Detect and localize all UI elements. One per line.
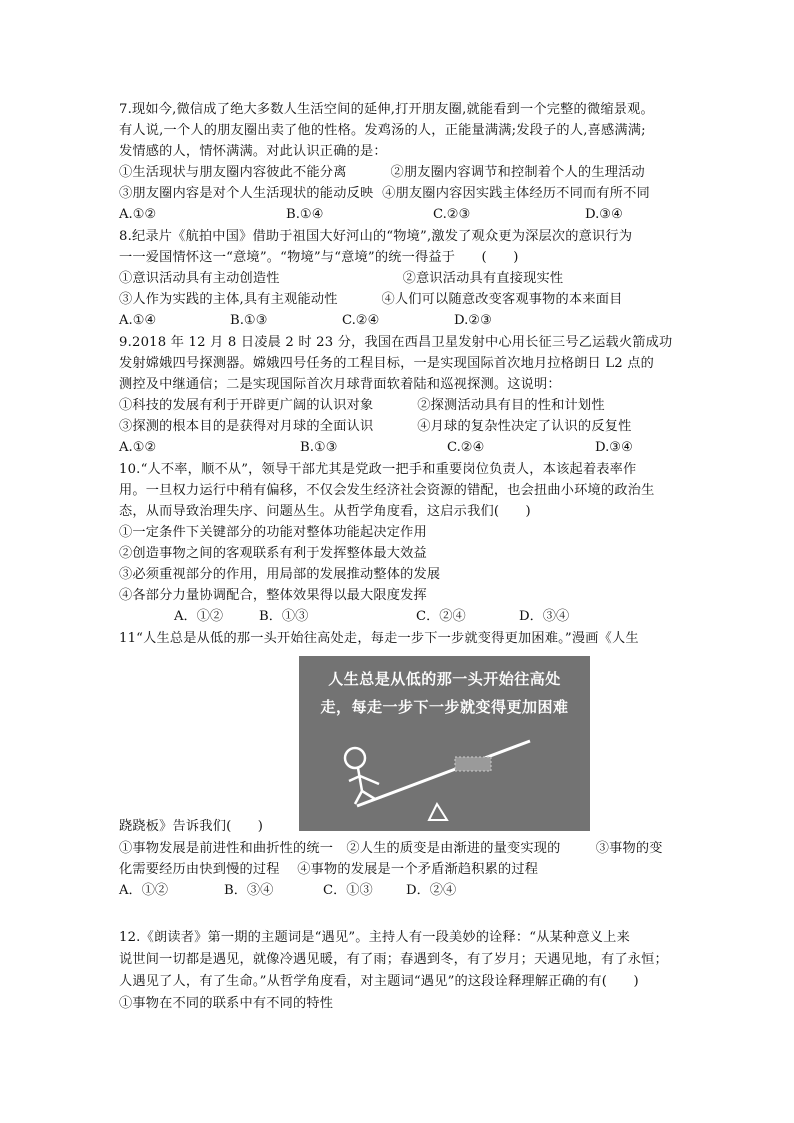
question-8-statement-line-2: ③人作为实践的主体,具有主观能动性 ④人们可以随意改变客观事物的本来面目: [119, 292, 623, 307]
question-8-option-b: B.①③: [230, 313, 268, 328]
question-11-option-c: C．①③: [323, 883, 373, 898]
question-11-option-a: A．①②: [119, 883, 169, 898]
question-9-option-c: C.②④: [447, 440, 485, 455]
question-7-option-b: B.①④: [286, 207, 324, 222]
question-8-option-d: D.②③: [454, 313, 492, 328]
question-10-option-d: D．③④: [519, 609, 570, 624]
question-9-stem-line-1: 9.2018 年 12 月 8 日凌晨 2 时 23 分，我国在西昌卫星发射中心用长征三号乙运载火箭成功: [119, 335, 673, 350]
seesaw-plank: [357, 741, 530, 806]
question-7-option-d: D.③④: [585, 207, 623, 222]
question-12-statement-1: ①事物在不同的联系中有不同的特性: [119, 996, 334, 1011]
question-9-option-a: A.①②: [119, 440, 157, 455]
question-10-option-c: C．②④: [416, 609, 466, 624]
question-11-option-b: B．③④: [224, 883, 274, 898]
question-7-stem-line-2: 有人说,一个人的朋友圈出卖了他的性格。发鸡汤的人，正能量满满;发段子的人,喜感满满;: [119, 123, 646, 138]
question-12-stem-line-2: 说世间一切都是遇见，就像冷遇见暖，有了雨；春遇到冬，有了岁月；天遇见地，有了永恒；: [119, 952, 668, 967]
question-8-stem-line-2: 一一爱国情怀这一“意境”。“物境”与“意境”的统一得益于 ( ): [119, 250, 519, 265]
cartoon-caption-line-2: 走，每走一步下一步就变得更加困难: [320, 698, 569, 716]
question-7-statement-line-1: ①生活现状与朋友圈内容彼此不能分离 ②朋友圈内容调节和控制着个人的生理活动: [119, 165, 645, 180]
seesaw-drawing: [299, 656, 590, 831]
question-10-statement-4: ④各部分力量协调配合，整体效果得以最大限度发挥: [119, 588, 427, 603]
question-10-option-b: B．①③: [259, 609, 309, 624]
question-8-option-c: C.②④: [342, 313, 380, 328]
question-7-statement-line-2: ③朋友圈内容是对个人生活现状的能动反映 ④朋友圈内容因实践主体经历不同而有所不同: [119, 186, 650, 201]
question-11-statement-line-1: ①事物发展是前进性和曲折性的统一 ②人生的质变是由渐进的量变实现的 ③事物的变: [119, 841, 663, 856]
question-9-stem-line-3: 测控及中继通信；二是实现国际首次月球背面软着陆和巡视探测。这说明：: [119, 377, 561, 392]
question-10-statement-2: ②创造事物之间的客观联系有利于发挥整体最大效益: [119, 546, 427, 561]
question-11-stem-line-1: 11“人生总是从低的那一头开始往高处走，每走一步下一步就变得更加困难。”漫画《人生: [119, 631, 639, 646]
question-9-statement-line-1: ①科技的发展有利于开辟更广阔的认识对象 ②探测活动具有目的性和计划性: [119, 398, 605, 413]
question-11-stem-line-2: 跷跷板》告诉我们( ): [119, 819, 264, 834]
question-7-stem-line-3: 发情感的人，情怀满满。对此认识正确的是：: [119, 144, 387, 159]
question-10-statement-1: ①一定条件下关键部分的功能对整体功能起决定作用: [119, 525, 427, 540]
question-7-stem-line-1: 7.现如今,微信成了绝大多数人生活空间的延伸,打开朋友圈,就能看到一个完整的微缩景观。: [119, 102, 654, 117]
question-9-option-d: D.③④: [595, 440, 633, 455]
question-9-statement-line-2: ③探测的根本目的是获得对月球的全面认识 ④月球的复杂性决定了认识的反复性: [119, 419, 632, 434]
question-7-option-a: A.①②: [119, 207, 157, 222]
question-8-statement-line-1: ①意识活动具有主动创造性 ②意识活动具有直接现实性: [119, 271, 564, 286]
stick-figure-icon: [345, 748, 379, 804]
question-11-option-d: D．②④: [406, 883, 457, 898]
cartoon-caption-line-1: 人生总是从低的那一头开始往高处: [328, 670, 561, 688]
seesaw-block: [455, 757, 491, 771]
question-8-option-a: A.①④: [119, 313, 157, 328]
seesaw-cartoon: [299, 656, 590, 831]
question-8-stem-line-1: 8.纪录片《航拍中国》借助于祖国大好河山的“物境”,激发了观众更为深层次的意识行为: [119, 229, 633, 244]
question-9-stem-line-2: 发射嫦娥四号探测器。嫦娥四号任务的工程目标，一是实现国际首次地月拉格朗日 L2 点的: [119, 356, 655, 371]
question-10-option-a: A．①②: [174, 609, 224, 624]
question-10-stem-line-3: 态，从而导致治理失序、问题丛生。从哲学角度看，这启示我们( ): [119, 504, 531, 519]
question-10-stem-line-1: 10.“人不率，顺不从”，领导干部尤其是党政一把手和重要岗位负责人，本该起着表率作: [119, 462, 637, 477]
question-11-statement-line-2: 化需要经历由快到慢的过程 ④事物的发展是一个矛盾渐趋积累的过程: [119, 862, 539, 877]
question-12-stem-line-3: 人遇见了人，有了生命。”从哲学角度看，对主题词“遇见”的这段诠释理解正确的有( ): [119, 974, 639, 989]
question-12-stem-line-1: 12.《朗读者》第一期的主题词是“遇见”。主持人有一段美妙的诠释：“从某种意义上来: [119, 930, 630, 945]
question-9-option-b: B.①③: [300, 440, 338, 455]
question-10-statement-3: ③必须重视部分的作用，用局部的发展推动整体的发展: [119, 567, 441, 582]
seesaw-pivot-icon: [429, 804, 447, 820]
question-10-stem-line-2: 用。一旦权力运行中稍有偏移，不仅会发生经济社会资源的错配，也会扭曲小环境的政治生: [119, 483, 655, 498]
question-7-option-c: C.②③: [433, 207, 471, 222]
